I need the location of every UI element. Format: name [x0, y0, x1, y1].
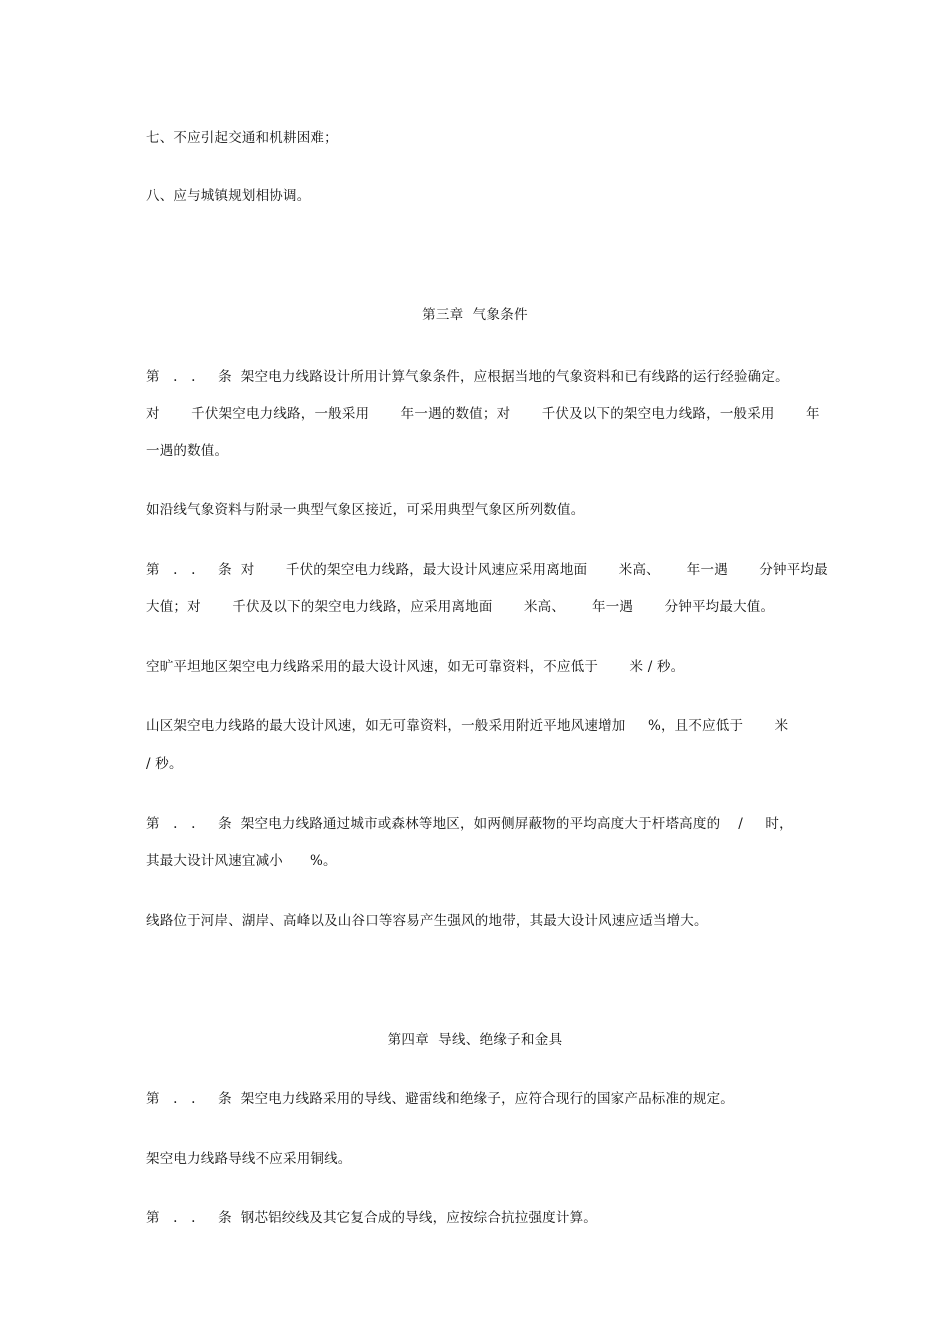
- ch3-art1-line3: 一遇的数值。: [146, 443, 229, 459]
- chapter-3-title: 第三章 气象条件: [422, 307, 528, 323]
- ch4-art2: 第 . . 条 钢芯铝绞线及其它复合成的导线，应按综合抗拉强度计算。: [146, 1210, 597, 1226]
- ch3-art1-line1: 第 . . 条 架空电力线路设计所用计算气象条件，应根据当地的气象资料和已有线路的运行经验确定。: [146, 369, 789, 385]
- ch3-art3-para2: 线路位于河岸、湖岸、高峰以及山谷口等容易产生强风的地带，其最大设计风速应适当增大。: [146, 913, 708, 929]
- ch3-art2-line1: 第 . . 条 对 千伏的架空电力线路，最大设计风速应采用离地面 米高、 年一遇 分钟平均最: [146, 562, 828, 578]
- ch3-art3-line2: 其最大设计风速宜减小 %。: [146, 853, 337, 869]
- ch4-art1-para2: 架空电力线路导线不应采用铜线。: [146, 1151, 352, 1167]
- list-item-7: 七、不应引起交通和机耕困难；: [146, 130, 338, 146]
- ch3-art3-line1: 第 . . 条 架空电力线路通过城市或森林等地区，如两侧屏蔽物的平均高度大于杆塔高度的 / 时，: [146, 816, 793, 832]
- ch3-art2-para3-line1: 山区架空电力线路的最大设计风速，如无可靠资料，一般采用附近平地风速增加 %，且不应低于 米: [146, 718, 789, 734]
- list-item-8: 八、应与城镇规划相协调。: [146, 188, 311, 204]
- chapter-4-title: 第四章 导线、绝缘子和金具: [387, 1032, 563, 1048]
- ch3-art2-line2: 大值；对 千伏及以下的架空电力线路，应采用离地面 米高、 年一遇 分钟平均最大值。: [146, 599, 775, 615]
- ch3-art1-para2: 如沿线气象资料与附录一典型气象区接近，可采用典型气象区所列数值。: [146, 502, 585, 518]
- ch3-art1-line2: 对 千伏架空电力线路，一般采用 年一遇的数值；对 千伏及以下的架空电力线路，一般采用 年: [146, 406, 820, 422]
- ch3-art2-para3-line2: / 秒。: [146, 756, 183, 772]
- ch4-art1: 第 . . 条 架空电力线路采用的导线、避雷线和绝缘子，应符合现行的国家产品标准的规定。: [146, 1091, 734, 1107]
- ch3-art2-para2: 空旷平坦地区架空电力线路采用的最大设计风速，如无可靠资料，不应低于 米 / 秒。: [146, 659, 685, 675]
